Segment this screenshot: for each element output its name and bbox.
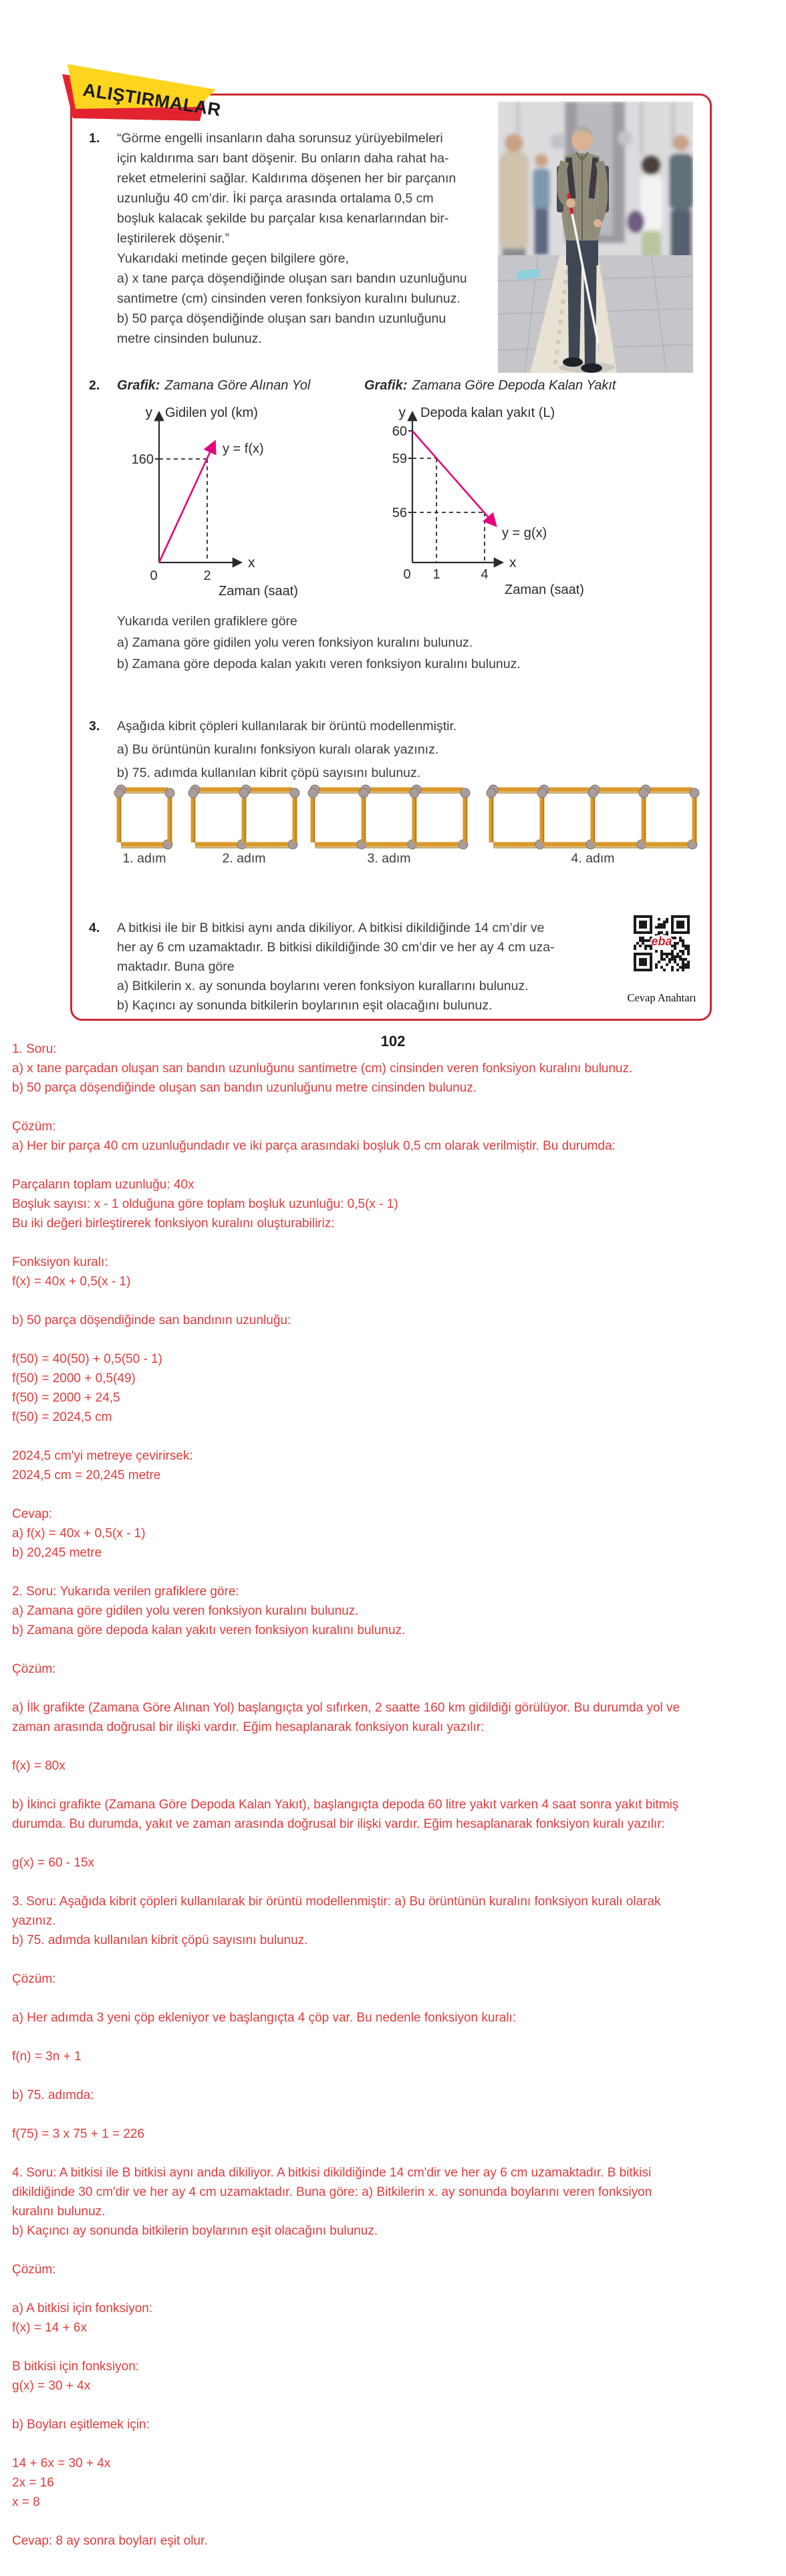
solution-line: Çözüm: [12,1662,56,1676]
graph2-y-axis-title: Depoda kalan yakıt (L) [420,406,555,420]
solution-line: g(x) = 30 + 4x [12,2379,91,2393]
graph1-tick-2: 2 [203,569,211,583]
solution-line: Cevap: 8 ay sonra boyları eşit olur. [12,2534,208,2548]
solution-line: b) 50 parça döşendiğinde oluşan san bandın uzunluğunu metre cinsinden bulunuz. [12,1081,477,1095]
matchstick-step-label: 4. adım [571,851,615,866]
solution-text [12,1042,782,2553]
solution-line: Çözüm: [12,1972,56,1986]
question-text-line: metre cinsinden bulunuz. [117,331,262,346]
solution-line [12,2437,782,2456]
question-text-line: maktadır. Buna göre [117,959,235,974]
answer-key-qr-code [632,914,691,973]
graph1-tick-0: 0 [150,569,158,583]
solution-line: b) 20,245 metre [12,1546,102,1560]
question-text-line: leştirilerek döşenir.” [117,231,229,246]
solution-line: 4. Soru: A bitkisi ile B bitkisi aynı anda dikiliyor. A bitkisi dikildiğinde 14 cm'dir ve her ay 6 cm uzamaktadır. B bitkisi [12,2166,652,2180]
graph1-x-axis-title: Zaman (saat) [219,584,298,599]
solution-line [12,1991,782,2011]
solution-line [12,1875,782,1895]
solution-line: f(50) = 40(50) + 0,5(50 - 1) [12,1352,162,1366]
solution-line: f(50) = 2000 + 0,5(49) [12,1372,136,1386]
solution-line: f(x) = 80x [12,1759,66,1773]
solution-line: a) Zamana göre gidilen yolu veren fonksiyon kuralını bulunuz. [12,1604,359,1618]
question-text-line: uzunluğu 40 cm’dir. İki parça arasında ortalama 0,5 cm [117,191,434,206]
solution-line [12,1836,782,1856]
solution-line: b) Zamana göre depoda kalan yakıtı veren fonksiyon kuralını bulunuz. [12,1623,406,1637]
solution-line [12,1953,782,1972]
question1-number: 1. [89,131,100,146]
solution-line: f(50) = 2000 + 24,5 [12,1391,120,1405]
solution-line [12,1681,782,1701]
graph2-tick-0: 0 [403,567,411,582]
solution-line [12,1100,782,1120]
solution-line: kuralını bulunuz. [12,2205,106,2219]
matchstick-figure [307,784,471,850]
qr-caption: Cevap Anahtarı [627,991,696,1004]
solution-line [12,2340,782,2360]
question1-photo [498,102,693,373]
graph1-y-axis-title: Gidilen yol (km) [165,406,258,420]
graph2-tick-59: 59 [392,452,407,466]
solution-line: 3. Soru: Aşağıda kibrit çöpleri kullanılarak bir örüntü modellenmiştir: a) Bu örüntünün kuralını fonksiyon kuralı olarak [12,1895,661,1909]
solution-line: dikildiğinde 30 cm'dir ve her ay 4 cm uzamaktadır. Buna göre: a) Bitkilerin x. ay sonunda boylarını veren fonksiyon [12,2185,652,2199]
solution-line [12,2515,782,2534]
question-text-line: boşluk kalacak şekilde bu parçalar kısa kenarlarından bir- [117,211,449,226]
question4-text [117,921,555,1017]
solution-line [12,2069,782,2088]
graph2-title-label: Grafik: [364,378,408,393]
solution-line: Parçaların toplam uzunluğu: 40x [12,1178,194,1192]
solution-line: 2x = 16 [12,2476,54,2490]
solution-line: x = 8 [12,2495,40,2509]
solution-line [12,1158,782,1178]
solution-line: b) 75. adımda kullanılan kibrit çöpü sayısını bulunuz. [12,1933,308,1947]
question-text-line: Yukarıdaki metinde geçen bilgilere göre, [117,251,349,266]
graph1-title [117,378,310,393]
solution-line: b) 50 parça döşendiğinde san bandının uzunluğu: [12,1313,291,1327]
solution-line: zaman arasında doğrusal bir ilişki vardır. Eğim hesaplanarak fonksiyon kuralı yazılır: [12,1720,485,1734]
solution-line: b) Boyları eşitlemek için: [12,2418,150,2432]
graph2-title [364,378,616,393]
solution-line: g(x) = 60 - 15x [12,1856,95,1870]
solution-line [12,1430,782,1449]
graph2-x-letter: x [509,555,517,571]
question-text-line: a) Bitkilerin x. ay sonunda boylarını veren fonksiyon kurallarını bulunuz. [117,979,529,993]
graph1-tick-160: 160 [131,452,154,467]
solution-line: a) x tane parçadan oluşan san bandın uzunluğunu santimetre (cm) cinsinden veren fonksiyon kuralını bulunuz. [12,1062,633,1076]
solution-line: Boşluk sayısı: x - 1 olduğuna göre toplam boşluk uzunluğu: 0,5(x - 1) [12,1197,398,1211]
question-text-line: A bitkisi ile bir B bitkisi aynı anda dikiliyor. A bitkisi dikildiğinde 14 cm’dir ve [117,921,545,935]
solution-line: a) A bitkisi için fonksiyon: [12,2301,153,2315]
graph1-title-label: Grafik: [117,378,160,393]
graph2-y-letter: y [398,405,406,420]
solution-line: f(75) = 3 x 75 + 1 = 226 [12,2127,145,2141]
solution-line: 14 + 6x = 30 + 4x [12,2456,111,2470]
page-number: 102 [380,1033,406,1050]
graph-fuel-vs-time [364,399,672,600]
question4-number: 4. [89,921,100,935]
graph2-tick-4: 4 [481,567,489,582]
solution-line: 2024,5 cm'yi metreye çevirirsek: [12,1449,193,1463]
graph2-dashed-guides [412,458,485,562]
question-text-line: b) Kaçıncı ay sonunda bitkilerin boylarının eşit olacağını bulunuz. [117,998,493,1013]
question3-text [117,719,456,789]
solution-line: f(x) = 14 + 6x [12,2321,87,2335]
question-text-line: a) Zamana göre gidilen yolu veren fonksiyon kuralını bulunuz. [117,635,473,650]
question2-number: 2. [89,378,100,393]
solution-line: Çözüm: [12,1120,56,1134]
solution-line [12,1565,782,1585]
matchstick-figure [114,784,175,850]
graph1-line-f [159,442,215,562]
solution-line: 1. Soru: [12,1042,57,1056]
question-text-line: her ay 6 cm uzamaktadır. B bitkisi dikildiğinde 30 cm’dir ve her ay 4 cm uza- [117,940,555,955]
question2-text [117,614,521,678]
question-text-line: Yukarıda verilen grafiklere göre [117,614,297,629]
solution-line [12,2108,782,2127]
solution-line [12,2030,782,2050]
matchstick-figure [486,784,700,850]
matchstick-figure [188,784,300,850]
graph-distance-vs-time [117,399,364,600]
matchstick-step-label: 1. adım [122,851,166,866]
solution-line [12,1778,782,1798]
solution-line [12,1488,782,1507]
matchstick-step-label: 2. adım [222,851,266,866]
solution-line [12,1740,782,1759]
solution-line: Fonksiyon kuralı: [12,1255,108,1269]
solution-line: Bu iki değeri birleştirerek fonksiyon kuralını oluşturabiliriz: [12,1217,335,1231]
graph1-y-letter: y [145,405,152,420]
solution-line [12,2243,782,2263]
solution-line: f(n) = 3n + 1 [12,2050,82,2064]
solution-line [12,1294,782,1313]
graph2-title-text: Zamana Göre Depoda Kalan Yakıt [412,378,616,393]
question3-number: 3. [89,719,100,734]
solution-line: a) Her bir parça 40 cm uzunluğundadır ve iki parça arasındaki boşluk 0,5 cm olarak verilmiştir. Bu durumda: [12,1139,616,1153]
question-text-line: b) Zamana göre depoda kalan yakıtı veren fonksiyon kuralını bulunuz. [117,657,521,671]
question1-text [117,131,467,351]
solution-line: B bitkisi için fonksiyon: [12,2360,140,2374]
solution-line: yazınız. [12,1914,56,1928]
eba-logo: eba [651,935,672,948]
question-text-line: a) x tane parça döşendiğinde oluşan sarı bandın uzunluğunu [117,271,467,286]
solution-line: a) Her adımda 3 yeni çöp ekleniyor ve başlangıçta 4 çöp var. Bu nedenle fonksiyon kuralı: [12,2011,517,2025]
solution-line: f(50) = 2024,5 cm [12,1410,112,1424]
question-text-line: b) 75. adımda kullanılan kibrit çöpü sayısını bulunuz. [117,766,421,780]
solution-line: 2. Soru: Yukarıda verilen grafiklere göre: [12,1585,239,1599]
solution-line [12,1643,782,1662]
graph2-tick-60: 60 [392,424,407,439]
graph2-x-axis-title: Zaman (saat) [505,583,584,597]
solution-line: a) f(x) = 40x + 0,5(x - 1) [12,1526,146,1541]
solution-line: Çözüm: [12,2263,56,2277]
question-text-line: “Görme engelli insanların daha sorunsuz yürüyebilmeleri [117,131,443,146]
graph1-curve-label: y = f(x) [223,442,264,456]
graph1-x-letter: x [248,555,255,571]
question-text-line: için kaldırıma sarı bant döşenir. Bu onların daha rahat ha- [117,151,449,166]
solution-line [12,1333,782,1352]
matchstick-step-label: 3. adım [367,851,411,866]
solution-line: b) Kaçıncı ay sonunda bitkilerin boylarının eşit olacağını bulunuz. [12,2224,378,2238]
solution-line: a) İlk grafikte (Zamana Göre Alınan Yol) başlangıçta yol sıfırken, 2 saatte 160 km gidildiği görülüyor. Bu durumda yol ve [12,1701,680,1715]
exercises-banner [57,55,264,132]
solution-line: Cevap: [12,1507,53,1521]
question-text-line: Aşağıda kibrit çöpleri kullanılarak bir örüntü modellenmiştir. [117,719,457,734]
graph1-title-text: Zamana Göre Alınan Yol [164,378,311,393]
solution-line [12,1236,782,1255]
solution-line: 2024,5 cm = 20,245 metre [12,1468,161,1482]
graph2-tick-56: 56 [392,506,407,520]
question-text-line: santimetre (cm) cinsinden veren fonksiyon kuralını bulunuz. [117,291,461,306]
graph2-curve-label: y = g(x) [502,526,547,540]
solution-line [12,2282,782,2301]
solution-line: f(x) = 40x + 0,5(x - 1) [12,1275,131,1289]
question-text-line: a) Bu örüntünün kuralını fonksiyon kuralı olarak yazınız. [117,742,439,757]
solution-line [12,2398,782,2418]
graph2-line-g [412,431,495,525]
question-text-line: reket etmelerini sağlar. Kaldırıma döşenen her bir parçanın [117,171,456,186]
solution-line: b) 75. adımda: [12,2088,94,2102]
question-text-line: b) 50 parça döşendiğinde oluşan sarı bandın uzunluğunu [117,311,446,326]
banner-title: ALIŞTIRMALAR [82,79,223,120]
solution-line: durumda. Bu durumda, yakıt ve zaman arasında doğrusal bir ilişki vardır. Eğim hesaplanarak fonksiyon kuralı yazılır: [12,1817,665,1831]
solution-line [12,2146,782,2166]
graph2-tick-1: 1 [432,567,440,582]
solution-line: b) İkinci grafikte (Zamana Göre Depoda Kalan Yakıt), başlangıçta depoda 60 litre yakıt varken 4 saat sonra yakıt bitmiş [12,1798,679,1812]
